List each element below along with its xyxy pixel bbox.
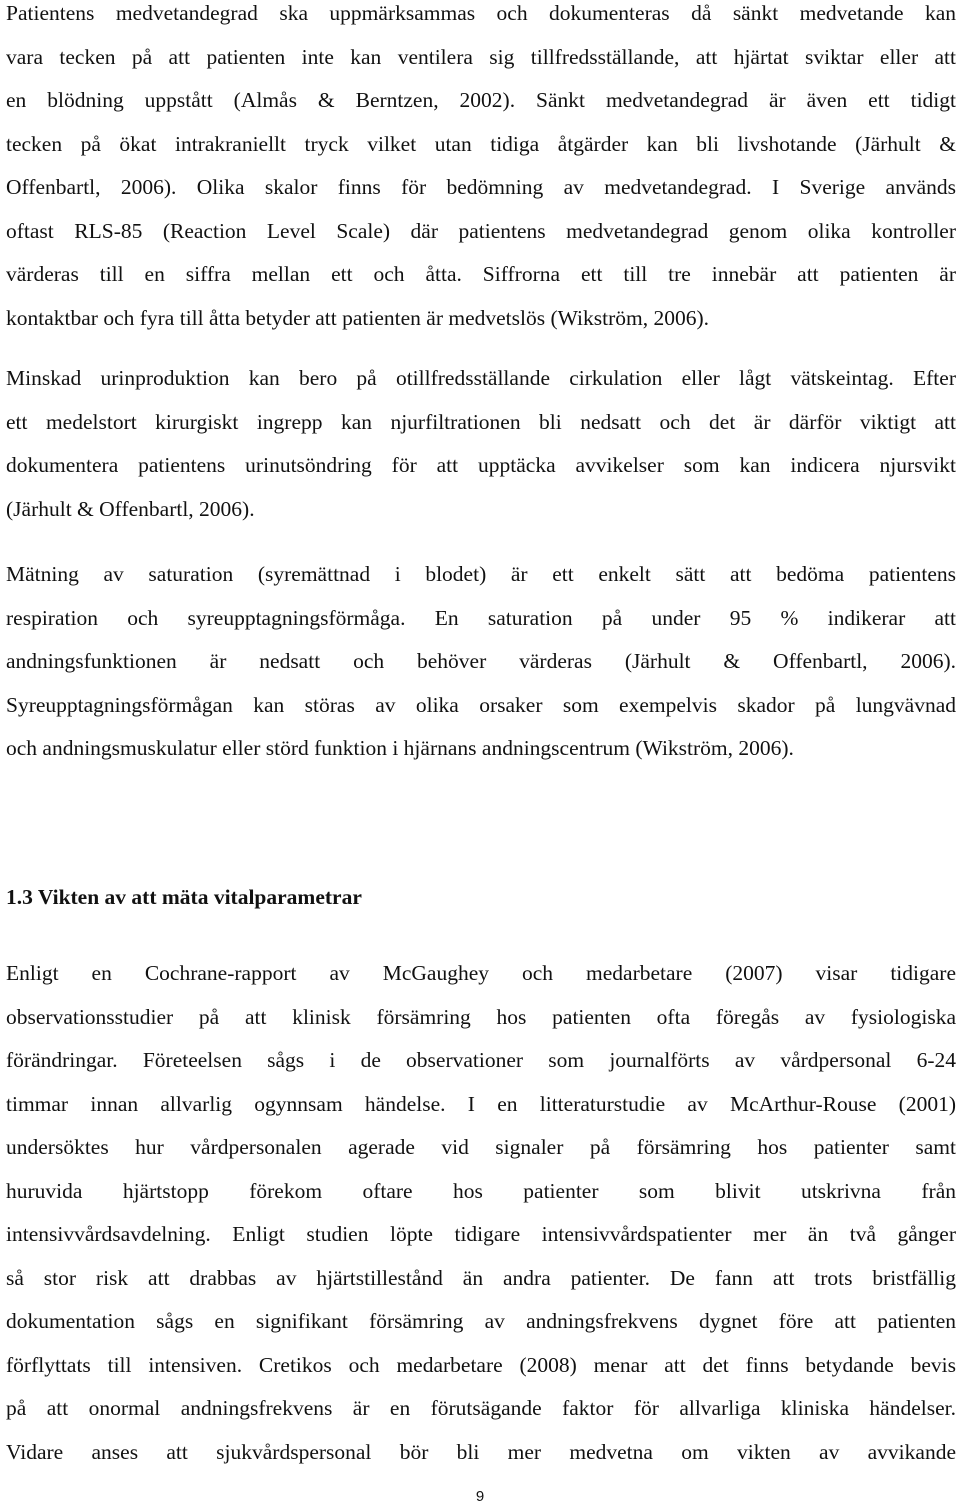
text-line: respiration och syreupptagningsförmåga. En saturation på under 95 % indikerar att xyxy=(6,605,956,630)
text-line: intensivvårdsavdelning. Enligt studien löpte tidigare intensivvårdspatienter mer än två gånger xyxy=(6,1222,956,1246)
text-line: värderas till en siffra mellan ett och åtta. Siffrorna ett till tre innebär att patienten är xyxy=(6,262,956,286)
text-line: Vidare anses att sjukvårdspersonal bör bli mer medvetna om vikten av avvikande xyxy=(6,1439,956,1464)
text-line: observationsstudier på att klinisk försämring hos patienten ofta föregås av fysiologiska xyxy=(6,1004,956,1029)
text-line: andningsfunktionen är nedsatt och behöver värderas (Järhult & Offenbartl, 2006). xyxy=(6,649,956,673)
paragraph-urine-production xyxy=(6,357,956,531)
text-line: huruvida hjärtstopp förekom oftare hos patienter som blivit utskrivna från xyxy=(6,1178,956,1203)
text-line: vara tecken på att patienten inte kan ventilera sig tillfredsställande, att hjärtat sviktar eller att xyxy=(6,44,956,69)
text-line: Patientens medvetandegrad ska uppmärksammas och dokumenteras då sänkt medvetande kan xyxy=(6,1,956,25)
text-line: förändringar. Företeelsen sågs i de observationer som journalförts av vårdpersonal 6-24 xyxy=(6,1048,956,1072)
text-line: förflyttats till intensiven. Cretikos och medarbetare (2008) menar att det finns betydande bevis xyxy=(6,1352,956,1377)
section-heading: 1.3 Vikten av att mäta vitalparametrar xyxy=(6,885,362,909)
text-line: kontaktbar och fyra till åtta betyder att patienten är medvetslös (Wikström, 2006). xyxy=(6,305,710,330)
text-line: oftast RLS-85 (Reaction Level Scale) där patientens medvetandegrad genom olika kontroller xyxy=(6,218,956,243)
text-line: och andningsmuskulatur eller störd funktion i hjärnans andningscentrum (Wikström, 2006). xyxy=(6,736,794,760)
text-line: tecken på ökat intrakraniellt tryck vilket utan tidiga åtgärder kan bli livshotande (Järhult & xyxy=(6,131,956,156)
text-line: Syreupptagningsförmågan kan störas av olika orsaker som exempelvis skador på lungvävnad xyxy=(6,692,956,717)
text-line: Offenbartl, 2006). Olika skalor finns för bedömning av medvetandegrad. I Sverige används xyxy=(6,175,956,199)
text-line: dokumentera patientens urinutsöndring för att upptäcka avvikelser som kan indicera njursvikt xyxy=(6,453,956,477)
text-line: på att onormal andningsfrekvens är en förutsägande faktor för allvarliga kliniska händelser. xyxy=(6,1396,956,1420)
text-line: (Järhult & Offenbartl, 2006). xyxy=(6,496,255,521)
text-line: Minskad urinproduktion kan bero på otillfredsställande cirkulation eller lågt vätskeintag. Efter xyxy=(6,366,956,390)
page-number: 9 xyxy=(475,1488,485,1505)
text-line: timmar innan allvarlig ogynnsam händelse. I en litteraturstudie av McArthur-Rouse (2001) xyxy=(6,1091,956,1116)
paragraph-saturation xyxy=(6,553,956,771)
text-line: Enligt en Cochrane-rapport av McGaughey och medarbetare (2007) visar tidigare xyxy=(6,961,956,985)
paragraph-vital-parameters xyxy=(6,952,956,1474)
text-line: en blödning uppstått (Almås & Berntzen, 2002). Sänkt medvetandegrad är även ett tidigt xyxy=(6,88,956,112)
text-line: Mätning av saturation (syremättnad i blodet) är ett enkelt sätt att bedöma patientens xyxy=(6,562,956,586)
text-line: undersöktes hur vårdpersonalen agerade vid signaler på försämring hos patienter samt xyxy=(6,1135,956,1159)
paragraph-consciousness xyxy=(6,0,956,340)
text-line: dokumentation sågs en signifikant försämring av andningsfrekvens dygnet före att patienten xyxy=(6,1309,956,1333)
text-line: ett medelstort kirurgiskt ingrepp kan njurfiltrationen bli nedsatt och det är därför viktigt att xyxy=(6,409,956,434)
text-line: så stor risk att drabbas av hjärtstillestånd än andra patienter. De fann att trots bristfällig xyxy=(6,1265,956,1290)
